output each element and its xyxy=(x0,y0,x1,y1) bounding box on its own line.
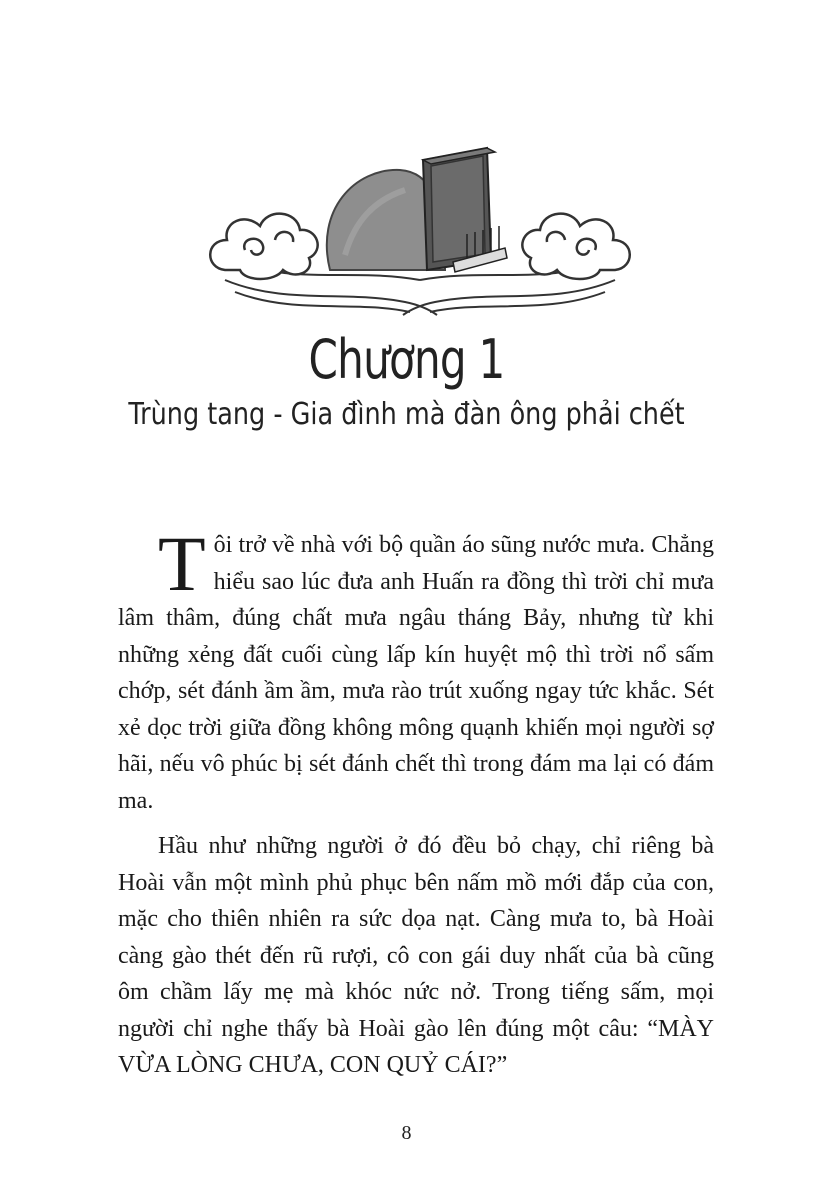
page-number: 8 xyxy=(401,1122,412,1144)
body-text xyxy=(118,520,714,1093)
drop-cap: T xyxy=(158,520,206,607)
right-cloud-icon xyxy=(522,214,629,279)
grave-tombstone-illustration xyxy=(205,130,635,330)
chapter-subtitle: Trùng tang - Gia đình mà đàn ông phải chết xyxy=(128,397,685,432)
tombstone-icon xyxy=(423,148,495,270)
paragraph-1-text: ôi trở về nhà với bộ quần áo sũng nước mưa. Chẳng hiểu sao lúc đưa anh Huấn ra đồng thì trời chỉ mưa lâm thâm, đúng chất mưa ngâu tháng Bảy, nhưng từ khi những xẻng đất cuối cùng lấp kín huyệt mộ thì trời nổ sấm chớp, sét đánh ầm ầm, mưa rào trút xuống ngay tức khắc. Sét xẻ dọc trời giữa đồng không mông quạnh khiến mọi người sợ hãi, nếu vô phúc bị sét đánh chết thì trong đám ma lại có đám ma. xyxy=(118,532,714,814)
paragraph-1 xyxy=(118,520,714,819)
left-cloud-icon xyxy=(210,214,317,279)
chapter-title: Chương 1 xyxy=(308,328,505,391)
paragraph-2: Hầu như những người ở đó đều bỏ chạy, chỉ riêng bà Hoài vẫn một mình phủ phục bên nấm mồ mới đắp của con, mặc cho thiên nhiên ra sức dọa nạt. Càng mưa to, bà Hoài càng gào thét đến rũ rượi, cô con gái duy nhất của bà cũng ôm chầm lấy mẹ mà khóc nức nở. Trong tiếng sấm, mọi người chỉ nghe thấy bà Hoài gào lên đúng một câu: “MÀY VỪA LÒNG CHƯA, CON QUỶ CÁI?” xyxy=(118,833,714,1078)
